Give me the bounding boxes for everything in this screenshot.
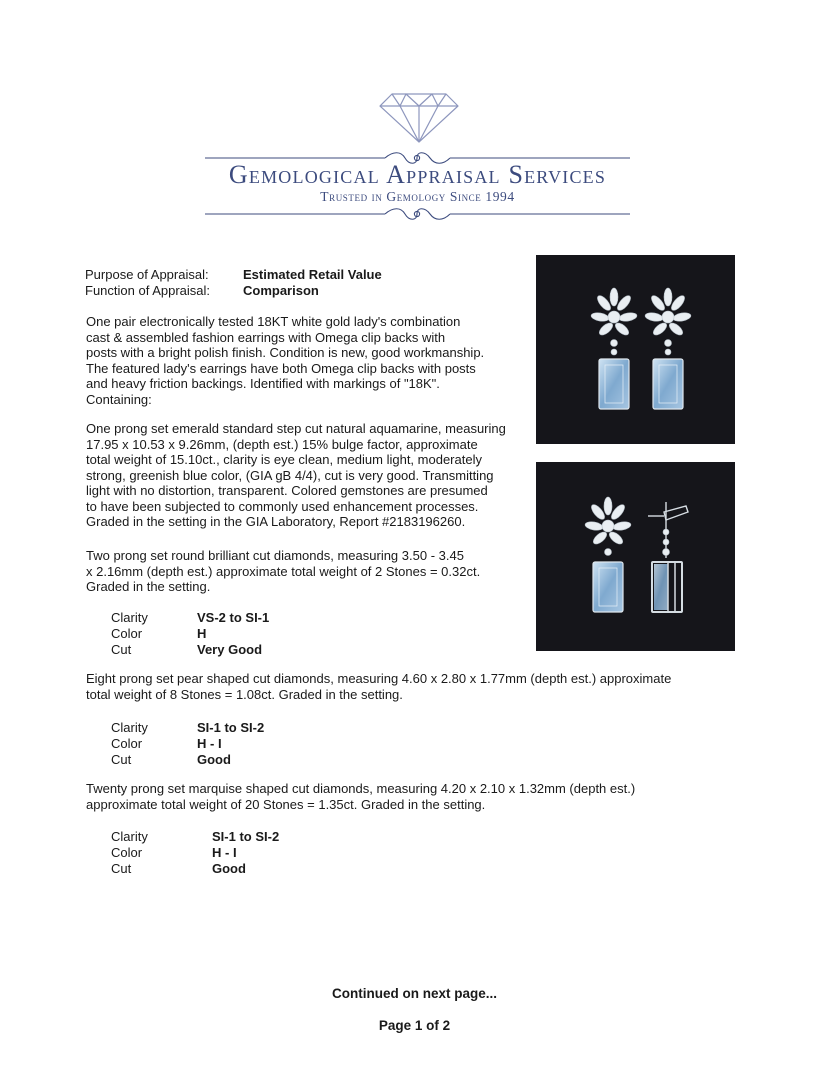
grade-label: Cut bbox=[111, 642, 132, 657]
grade-label: Cut bbox=[111, 861, 132, 876]
marquise-diamonds-description bbox=[86, 781, 635, 812]
aquamarine-line: 17.95 x 10.53 x 9.26mm, (depth est.) 15% bulge factor, approximate bbox=[86, 436, 478, 452]
description-line: The featured lady's earrings have both Omega clip backs with posts bbox=[86, 360, 476, 376]
description-line: One pair electronically tested 18KT white gold lady's combination bbox=[86, 314, 461, 329]
continued-note: Continued on next page... bbox=[332, 986, 497, 1001]
marquise-diamonds-line: Twenty prong set marquise shaped cut diamonds, measuring 4.20 x 2.10 x 1.32mm (depth est.) bbox=[86, 781, 636, 796]
description-line: Containing: bbox=[86, 391, 152, 407]
aquamarine-description bbox=[86, 421, 506, 530]
grade-value: Good bbox=[197, 752, 231, 767]
aquamarine-line: Graded in the setting in the GIA Laboratory, Report #2183196260. bbox=[86, 514, 466, 529]
earrings-side-illustration bbox=[536, 462, 735, 651]
grade-label: Color bbox=[111, 626, 143, 641]
grade-value: SI-1 to SI-2 bbox=[212, 829, 280, 844]
purpose-value: Estimated Retail Value bbox=[243, 267, 382, 282]
grade-value: SI-1 to SI-2 bbox=[197, 720, 265, 735]
diamond-logo-icon bbox=[378, 92, 460, 144]
description-line: and heavy friction backings. Identified with markings of "18K". bbox=[86, 376, 440, 391]
function-value: Comparison bbox=[243, 283, 319, 298]
aquamarine-line: light with no distortion, transparent. Colored gemstones are presumed bbox=[86, 483, 488, 498]
company-tagline: Trusted in Gemology Since 1994 bbox=[320, 189, 515, 204]
grade-value: Very Good bbox=[197, 642, 263, 657]
aquamarine-line: strong, greenish blue color, (GIA gB 4/4), cut is very good. Transmitting bbox=[86, 467, 494, 483]
grade-value: H - I bbox=[212, 845, 237, 860]
grade-label: Clarity bbox=[111, 829, 148, 844]
aquamarine-line: One prong set emerald standard step cut natural aquamarine, measuring bbox=[86, 421, 506, 436]
description-line: cast & assembled fashion earrings with Omega clip backs with bbox=[86, 329, 446, 345]
grade-label: Cut bbox=[111, 752, 132, 767]
round-diamonds-line: Two prong set round brilliant cut diamonds, measuring 3.50 - 3.45 bbox=[86, 548, 464, 563]
grade-label: Clarity bbox=[111, 610, 148, 625]
earrings-front-photo bbox=[536, 255, 735, 444]
grade-value: H bbox=[197, 626, 207, 641]
pear-diamonds-line: Eight prong set pear shaped cut diamonds, measuring 4.60 x 2.80 x 1.77mm (depth est.) approximate bbox=[86, 671, 672, 686]
function-label: Function of Appraisal: bbox=[85, 283, 211, 298]
grade-label: Color bbox=[111, 845, 143, 860]
item-description bbox=[86, 314, 484, 407]
grade-value: VS-2 to SI-1 bbox=[197, 610, 270, 625]
ornament-rule-bottom bbox=[205, 204, 630, 224]
company-name: Gemological Appraisal Services bbox=[228, 160, 607, 189]
aquamarine-line: total weight of 15.10ct., clarity is eye clean, medium light, moderately bbox=[86, 452, 482, 467]
round-diamonds-line: Graded in the setting. bbox=[86, 579, 211, 594]
pear-diamonds-description bbox=[86, 671, 671, 702]
grade-value: H - I bbox=[197, 736, 222, 751]
round-diamonds-description bbox=[86, 548, 480, 595]
grade-label: Color bbox=[111, 736, 143, 751]
earrings-side-photo bbox=[536, 462, 735, 651]
description-line: posts with a bright polish finish. Condition is new, good workmanship. bbox=[86, 345, 485, 360]
page-number: Page 1 of 2 bbox=[378, 1018, 451, 1033]
purpose-label: Purpose of Appraisal: bbox=[85, 267, 209, 282]
earrings-front-illustration bbox=[536, 255, 735, 444]
grade-label: Clarity bbox=[111, 720, 148, 735]
pear-diamonds-line: total weight of 8 Stones = 1.08ct. Graded in the setting. bbox=[86, 686, 403, 702]
marquise-diamonds-line: approximate total weight of 20 Stones = 1.35ct. Graded in the setting. bbox=[86, 796, 486, 812]
round-diamonds-line: x 2.16mm (depth est.) approximate total weight of 2 Stones = 0.32ct. bbox=[86, 563, 481, 579]
aquamarine-line: to have been subjected to commonly used enhancement processes. bbox=[86, 498, 479, 514]
grade-value: Good bbox=[212, 861, 246, 876]
